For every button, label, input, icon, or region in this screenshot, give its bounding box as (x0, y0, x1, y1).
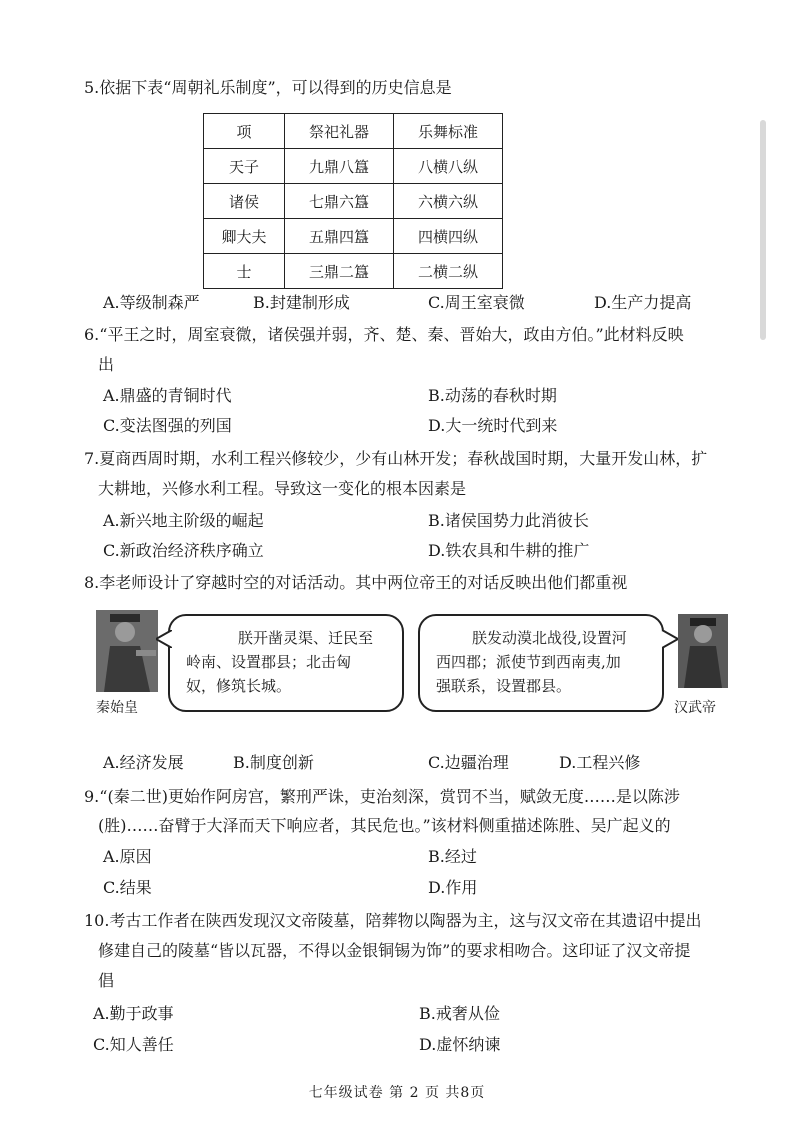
q5-option-d[interactable]: D.生产力提高 (594, 293, 692, 312)
q7-stem-line-1: 7.夏商西周时期，水利工程兴修较少，少有山林开发；春秋战国时期，大量开发山林，扩 (84, 449, 708, 468)
q6-stem-line-2: 出 (98, 355, 115, 374)
table-row (204, 219, 503, 254)
speech-line: 朕发动漠北战役,设置河 (472, 629, 627, 647)
table-row (204, 184, 503, 219)
han-speech-bubble (418, 614, 664, 712)
rites-table (203, 113, 503, 289)
table-header-cell: 乐舞标准 (394, 114, 503, 149)
table-row (204, 149, 503, 184)
q8-option-c[interactable]: C.边疆治理 (428, 753, 509, 772)
table-cell: 天子 (204, 149, 285, 184)
page-footer: 七年级试卷 第 2 页 共8页 (308, 1085, 486, 1101)
table-cell: 六横六纵 (394, 184, 503, 219)
table-header-cell: 项 (204, 114, 285, 149)
q6-stem-line-1: 6.“平王之时，周室衰微，诸侯强并弱，齐、楚、秦、晋始大，政由方伯。”此材料反映 (84, 325, 684, 344)
q10-option-c[interactable]: C.知人善任 (93, 1035, 174, 1054)
q10-stem-line-3: 倡 (98, 971, 115, 990)
table-header-cell: 祭祀礼器 (285, 114, 394, 149)
speech-line: 岭南、设置郡县；北击匈 (186, 653, 352, 671)
q9-stem-line-2: (胜)……奋臂于大泽而天下响应者，其民危也。”该材料侧重描述陈胜、吴广起义的 (98, 816, 671, 835)
speech-line: 朕开凿灵渠、迁民至 (238, 629, 374, 647)
table-cell: 三鼎二簋 (285, 254, 394, 289)
qin-shihuang-portrait-icon (96, 610, 158, 692)
bubble-tail-icon (156, 630, 172, 648)
q8-stem: 8.李老师设计了穿越时空的对话活动。其中两位帝王的对话反映出他们都重视 (84, 573, 628, 592)
table-cell: 七鼎六簋 (285, 184, 394, 219)
q7-option-a[interactable]: A.新兴地主阶级的崛起 (103, 511, 264, 530)
q5-option-c[interactable]: C.周王室衰微 (428, 293, 525, 312)
q9-option-b[interactable]: B.经过 (428, 847, 477, 866)
han-wudi-caption: 汉武帝 (674, 700, 716, 716)
q10-option-b[interactable]: B.戒奢从俭 (419, 1004, 500, 1023)
q7-stem-line-2: 大耕地，兴修水利工程。导致这一变化的根本因素是 (98, 479, 467, 498)
table-cell: 诸侯 (204, 184, 285, 219)
q10-stem-line-1: 10.考古工作者在陕西发现汉文帝陵墓，陪葬物以陶器为主，这与汉文帝在其遗诏中提出 (84, 911, 702, 930)
qin-speech-bubble (168, 614, 404, 712)
q5-option-a[interactable]: A.等级制森严 (103, 293, 200, 312)
q5-option-b[interactable]: B.封建制形成 (253, 293, 350, 312)
q10-option-a[interactable]: A.勤于政事 (93, 1004, 174, 1023)
q6-option-b[interactable]: B.动荡的春秋时期 (428, 386, 557, 405)
q10-option-d[interactable]: D.虚怀纳谏 (419, 1035, 501, 1054)
table-cell: 九鼎八簋 (285, 149, 394, 184)
speech-line: 奴，修筑长城。 (186, 677, 292, 695)
q7-option-b[interactable]: B.诸侯国势力此消彼长 (428, 511, 589, 530)
table-cell: 五鼎四簋 (285, 219, 394, 254)
table-row (204, 254, 503, 289)
q7-option-c[interactable]: C.新政治经济秩序确立 (103, 541, 264, 560)
table-cell: 士 (204, 254, 285, 289)
q9-option-a[interactable]: A.原因 (103, 847, 152, 866)
q8-option-a[interactable]: A.经济发展 (103, 753, 184, 772)
q6-option-d[interactable]: D.大一统时代到来 (428, 416, 558, 435)
q10-stem-line-2: 修建自己的陵墓“皆以瓦器，不得以金银铜锡为饰”的要求相吻合。这印证了汉文帝提 (98, 941, 691, 960)
bubble-tail-icon (662, 630, 678, 648)
table-cell: 四横四纵 (394, 219, 503, 254)
q9-stem-line-1: 9.“(秦二世)更始作阿房宫，繁刑严诛，吏治刻深，赏罚不当，赋敛无度……是以陈涉 (84, 787, 680, 806)
q8-option-b[interactable]: B.制度创新 (233, 753, 314, 772)
han-wudi-portrait-icon (678, 614, 728, 688)
table-cell: 八横八纵 (394, 149, 503, 184)
q6-option-a[interactable]: A.鼎盛的青铜时代 (103, 386, 232, 405)
scrollbar[interactable] (760, 120, 766, 340)
q9-option-c[interactable]: C.结果 (103, 878, 152, 897)
q5-stem: 5.依据下表“周朝礼乐制度”，可以得到的历史信息是 (84, 78, 452, 97)
table-cell: 卿大夫 (204, 219, 285, 254)
q7-option-d[interactable]: D.铁农具和牛耕的推广 (428, 541, 590, 560)
speech-line: 西四郡；派使节到西南夷,加 (436, 653, 621, 671)
qin-shihuang-caption: 秦始皇 (96, 700, 138, 716)
speech-line: 强联系，设置郡县。 (436, 677, 572, 695)
q9-option-d[interactable]: D.作用 (428, 878, 478, 897)
q8-option-d[interactable]: D.工程兴修 (559, 753, 641, 772)
q6-option-c[interactable]: C.变法图强的列国 (103, 416, 232, 435)
table-header-row (204, 114, 503, 149)
table-cell: 二横二纵 (394, 254, 503, 289)
